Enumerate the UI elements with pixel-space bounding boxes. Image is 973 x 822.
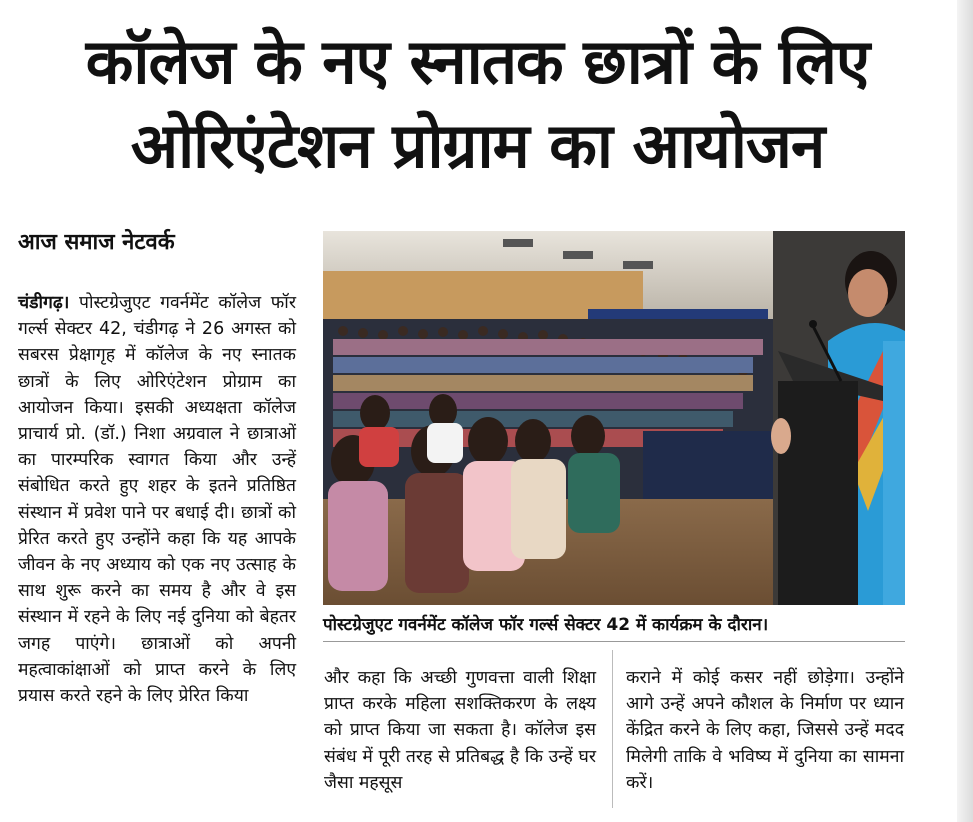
page-edge-shadow <box>957 0 973 822</box>
ceiling-light <box>563 251 593 259</box>
headline <box>0 20 955 188</box>
photo-caption: पोस्टग्रेजुएट गवर्नमेंट कॉलेज फॉर गर्ल्स सेक्टर 42 में कार्यक्रम के दौरान। <box>323 615 769 635</box>
event-photo <box>323 231 905 605</box>
auditorium-illustration <box>323 231 905 605</box>
byline: आज समाज नेटवर्क <box>18 230 175 255</box>
headline-line-1: कॉलेज के नए स्नातक छात्रों के लिए <box>85 25 870 98</box>
headline-line-2: ओरिएंटेशन प्रोग्राम का आयोजन <box>130 109 825 182</box>
article-column-2: और कहा कि अच्छी गुणवत्ता वाली शिक्षा प्राप्त करके महिला सशक्तिकरण के लक्ष्य को प्राप्त किया जा सकता है। कॉलेज इस संबंध में पूरी तरह से प्रतिबद्ध है कि उन्हें घर जैसा महसूस <box>324 668 596 793</box>
article-column-3: कराने में कोई कसर नहीं छोड़ेगा। उन्होंने आगे उन्हें अपने कौशल के निर्माण पर ध्यान केंद्रित करने के लिए कहा, जिससे उन्हें मदद मिलेगी ताकि वे भविष्य में दुनिया का सामना करें। <box>626 668 904 793</box>
article-column-1-text: पोस्टग्रेजुएट गवर्नमेंट कॉलेज फॉर गर्ल्स सेक्टर 42, चंडीगढ़ ने 26 अगस्त को सबरस प्रेक्षागृह में कॉलेज के नए स्नातक छात्रों के लिए ओरिएंटेशन प्रोग्राम का आयोजन किया। इसकी अध्यक्षता कॉलेज प्राचार्य प्रो. (डॉ.) निशा अग्रवाल ने छात्राओं का पारम्परिक स्वागत किया और उन्हें संबोधित करते हुए शहर के इतने प्रतिष्ठित संस्थान में प्रवेश पाने पर बधाई दी। छात्रों को प्रेरित करते हुए उन्होंने कहा कि यह आपके जीवन के नए अध्याय को एक नए उत्साह के साथ शुरू करने का समय है और वे इस संस्थान में रहने के लिए नई दुनिया को बेहतर जगह पाएंगे। छात्राओं को अपनी महत्वाकांक्षाओं को प्राप्त करने के लिए प्रयास करते रहने के लिए प्रेरित किया <box>18 293 296 707</box>
caption-rule <box>323 641 905 642</box>
column-divider <box>612 650 613 808</box>
ceiling-light <box>503 239 533 247</box>
article-column-1 <box>18 290 296 709</box>
dateline: चंडीगढ़। <box>18 293 70 313</box>
ceiling-light <box>623 261 653 269</box>
